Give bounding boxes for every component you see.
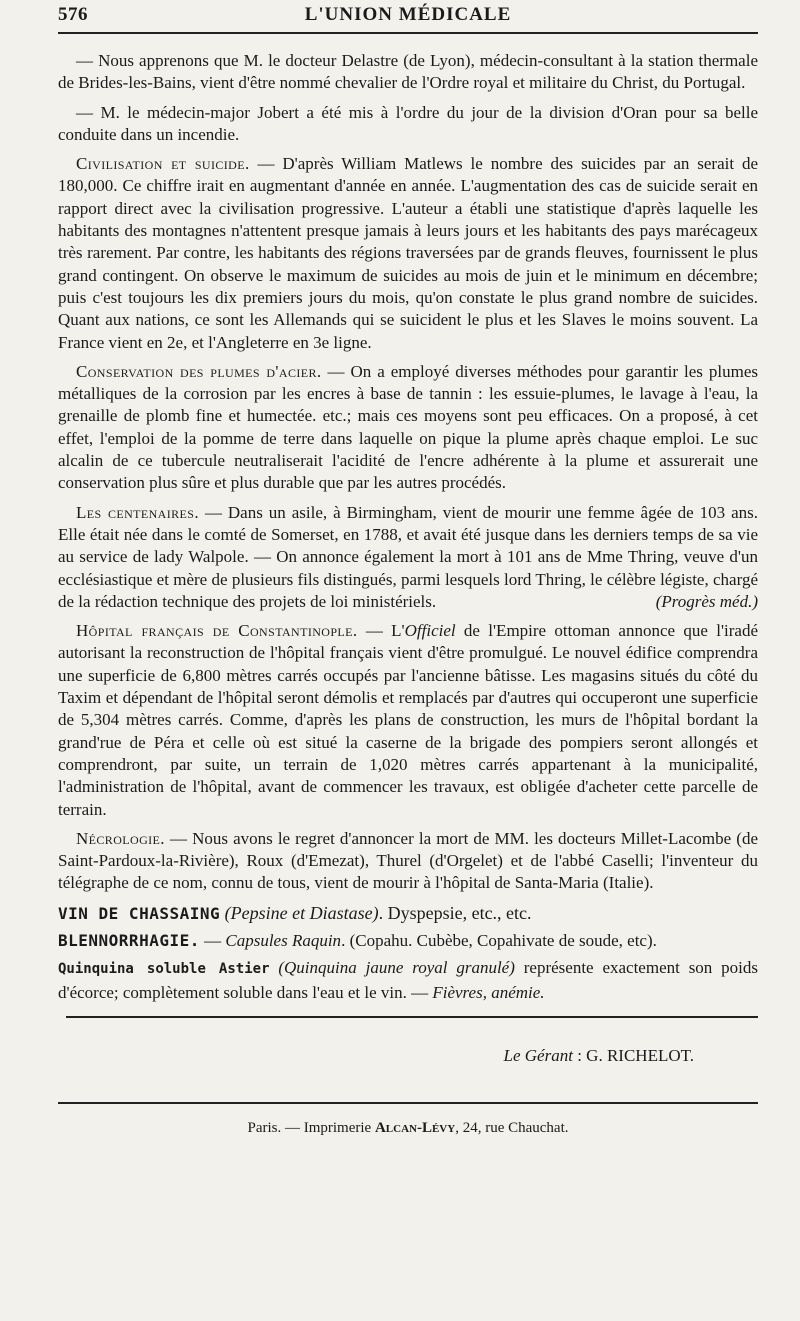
paragraph-text: — D'après William Matlews le nombre des suicides par an serait de 180,000. Ce chiffre irait en augmentant d'année en année. L'augmentation des cas de suicide serait en rapport direct avec la civilisation progressive. L'auteur a établi une statistique d'après laquelle les habitants des montagnes n'attentent presque jamais à leurs jours et les habitants des pays marécageux très rarement. Par contre, les habitants des régions traversées par de grands fleuves, fournissent le plus grand contingent. On observe le maximum de suicides au mois de juin et le minimum en décembre; puis c'est toujours les dix premiers jours du mois, qu'on constate le plus grand nombre de suicides. Quant aux nations, ce sont les Allemands qui se suicident le plus et les Slaves le moins souvent. La France vient en 2e, et l'Angleterre en 3e ligne. (58, 154, 758, 352)
paragraph-text: — Dans un asile, à Birmingham, vient de mourir une femme âgée de 103 ans. Elle était née dans le comté de Somerset, en 1788, et avait été jusque dans les derniers temps de sa vie au service de lady Walpole. — On annonce également la mort à 101 ans de Mme Thring, veuve d'un ecclésiastique et mère de plusieurs fils distingués, parmi lesquels lord Thring, le célèbre légiste, chargé de la rédaction technique des projets de loi ministériels. (58, 502, 758, 611)
news-delastre: — Nous apprenons que M. le docteur Delastre (de Lyon), médecin-consultant à la station thermale de Brides-les-Bains, vient d'être nommé chevalier de l'Ordre royal et militaire du Christ, du Portugal. (58, 51, 758, 93)
section-heading: Civilisation et suicide. (76, 154, 250, 174)
page-number: 576 (58, 4, 88, 25)
journal-title: L'UNION MÉDICALE (304, 4, 512, 25)
ad-name: BLENNORRHAGIE. (58, 930, 200, 950)
paragraph-text: — On a employé diverses méthodes pour garantir les plumes métalliques de la corrosion par les encres à base de tannin : les essuie-plumes, le lavage à l'eau, la grenaille de plomb fine et humectée. etc.; mais ces moyens sont peu efficaces. On a proposé, à cet effet, l'emploi de la pomme de terre dans laquelle on pique la plume après chaque emploi. Le suc alcalin de ce tubercule neutraliserait l'acidité de l'encre adhérente à la plume et assurerait une conservation plus sûre et plus durable que par les autres procédés. (58, 361, 759, 493)
ad-text: représente exactement son poids d'écorce; complètement soluble dans l'eau et le vin. — (58, 957, 759, 1002)
news-suicide (58, 153, 758, 354)
section-heading: Nécrologie. (76, 828, 165, 848)
news-jobert: — M. le médecin-major Jobert a été mis à l'ordre du jour de la division d'Oran pour sa belle conduite dans un incendie. (58, 102, 758, 144)
imprint-text: , 24, rue Chauchat. (455, 1119, 569, 1136)
news-centenaires (58, 502, 758, 613)
news-hopital (58, 620, 758, 821)
journal-page (58, 0, 758, 1137)
divider-rule (66, 1016, 758, 1018)
ad-italic: Capsules Raquin (225, 930, 342, 950)
footer-rule (58, 1102, 758, 1104)
running-header (58, 0, 758, 38)
news-necrologie (58, 828, 758, 895)
ad-italic: (Pepsine et Diastase) (224, 902, 379, 923)
paragraph-text: — L' (357, 621, 405, 641)
ad-name: VIN DE CHASSAING (58, 903, 221, 923)
ad-vin-chassaing (58, 902, 758, 925)
ad-text: — (199, 930, 226, 950)
header-rule (58, 32, 758, 34)
ad-blennorrhagie (58, 929, 758, 952)
ad-italic: (Quinquina jaune royal granulé) (278, 957, 515, 977)
ad-text: . (Copahu. Cubèbe, Copahivate de soude, etc). (341, 930, 657, 950)
gerant-label: Le Gérant (503, 1045, 573, 1065)
imprint-text: Paris. — Imprimerie (247, 1119, 375, 1136)
ad-italic: Fièvres, anémie. (432, 982, 545, 1002)
section-heading: Hôpital français de Constantinople. (76, 621, 358, 641)
paragraph-text: de l'Empire ottoman annonce que l'iradé autorisant la reconstruction de l'hôpital français vient d'être promulgué. Le nouvel édifice comprendra une superficie de 6,800 mètres carrés occupés par l'ancienne bâtisse. Les magasins situés du côté du Taxim et dépendant de l'hôpital seront démolis et remplacés par d'autres qui occuperont une superficie de 5,304 mètres carrés. Comme, d'après les plans de construction, les murs de l'hôpital bordant la grand'rue de Péra et celle où est situé la caserne de la brigade des pompiers seront allongés et comprendront, par suite, un terrain de 1,020 mètres carrés appartenant à la municipalité, l'administration de l'hôpital, avant de commencer les travaux, est obligée d'acheter cette parcelle de terrain. (58, 621, 758, 819)
ad-text: . Dyspepsie, etc., etc. (378, 902, 532, 923)
section-heading: Conservation des plumes d'acier. (76, 361, 322, 381)
ad-name: Quinquina soluble Astier (58, 960, 270, 977)
section-heading: Les centenaires. (76, 502, 199, 522)
paragraph-text: — Nous avons le regret d'annoncer la mort de MM. les docteurs Millet-Lacombe (de Saint-Pardoux-la-Rivière), Roux (d'Emezat), Thurel (d'Orgelet) et de l'abbé Caselli; l'inventeur du télégraphe de ce nom, connu de tous, vient de mourir à l'hôpital de Santa-Maria (Italie). (58, 828, 758, 893)
article-column (58, 50, 758, 1004)
gerant-signature (58, 1046, 694, 1066)
printer-name: Alcan-Lévy (374, 1119, 456, 1136)
gerant-name: : G. RICHELOT. (572, 1045, 694, 1065)
printer-imprint (58, 1120, 758, 1137)
officiel-italic: Officiel (404, 621, 456, 641)
news-plumes (58, 361, 758, 495)
source-citation: (Progrès méd.) (655, 591, 758, 611)
ad-quinquina (58, 956, 758, 1004)
